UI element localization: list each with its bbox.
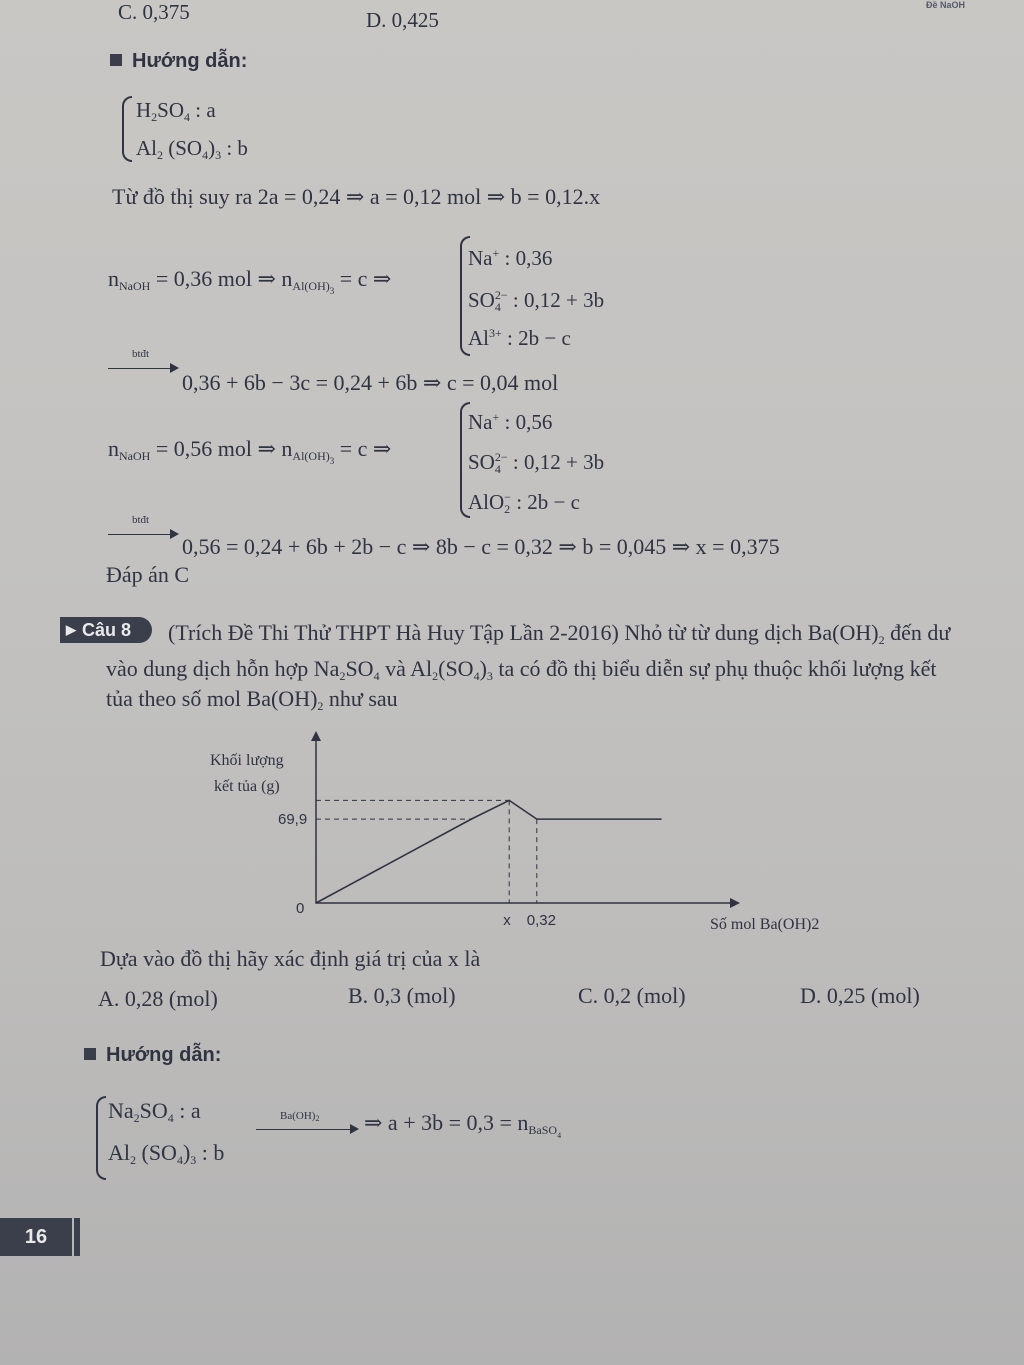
x-tick-x: x: [503, 912, 511, 929]
question-line-1: (Trích Đề Thi Thử THPT Hà Huy Tập Lần 2-2016) Nhỏ từ từ dung dịch $Ba(OH)_2$ đến dư: [168, 620, 951, 647]
btdt-label: btđt: [132, 348, 150, 360]
arrow-right-icon: [170, 529, 179, 539]
question-line-2: vào dung dịch hỗn hợp $Na_2SO_4$ và $Al_2(SO_4)_3$ ta có đồ thị biểu diễn sự phụ thuộc khối lượng kết: [106, 656, 937, 683]
result-equation: ⇒ $a + 3b = 0,3 = n_{BaSO_4}$: [364, 1110, 562, 1140]
system-al2so43-b: $Al_2$ $(SO_4)_3$ : b: [108, 1140, 225, 1167]
option-d[interactable]: D. 0,25 (mol): [800, 983, 920, 1008]
naoh-056-line: $n_{NaOH} = 0,56$ mol ⇒ $n_{Al(OH)_3} = c$ ⇒: [108, 436, 392, 466]
section-heading: [110, 50, 247, 73]
question-line-3: tủa theo số mol $Ba(OH)_2$ như sau: [106, 686, 398, 713]
x-tick-032: 0,32: [526, 912, 557, 929]
answer-text: Đáp án C: [106, 562, 190, 587]
system-h2so4: $H_2SO_4$ : a: [136, 98, 216, 124]
reagent-label: $Ba(OH)_2$: [280, 1110, 320, 1123]
heading-text: Hướng dẫn:: [106, 1044, 222, 1066]
equation-x: 0,56 = 0,24 + 6b + 2b − c ⇒ 8b − c = 0,32 ⇒ b = 0,045 ⇒ x = 0,375: [182, 534, 780, 559]
option-a[interactable]: A. 0,28 (mol): [98, 986, 218, 1011]
equation-c: 0,36 + 6b − 3c = 0,24 + 6b ⇒ c = 0,04 mol: [182, 370, 559, 395]
series-point: [315, 902, 317, 904]
ion-alo2-056: AlO$_2$− : 2b − c: [468, 490, 580, 516]
page-number-bar: [74, 1218, 80, 1256]
arrow-line: [108, 368, 172, 369]
naoh-036-line: $n_{NaOH} = 0,36$ mol ⇒ $n_{Al(OH)_3} = c$ ⇒: [108, 266, 392, 296]
option-c[interactable]: C. 0,2 (mol): [578, 983, 686, 1008]
y-tick-69-9: 69,9: [278, 811, 308, 829]
arrow-line: [256, 1129, 352, 1130]
x-axis-label: Số mol Ba(OH)2: [710, 916, 820, 933]
arrow-right-icon: [350, 1124, 359, 1134]
question-badge-label: Câu 8: [82, 619, 132, 640]
option-b[interactable]: B. 0,3 (mol): [348, 983, 456, 1008]
option-c-prev: C. 0,375: [118, 0, 190, 24]
section-heading-2: [84, 1044, 221, 1067]
ion-so4-056: $SO_4^{2-}$ : 0,12 + 3b: [468, 450, 605, 476]
triangle-right-icon: ▶: [66, 622, 76, 637]
brace-icon: [96, 1096, 106, 1180]
corner-mark: Đề NaOH: [926, 0, 966, 10]
arrow-line: [108, 534, 172, 535]
question-prompt: Dựa vào đồ thị hãy xác định giá trị của x là: [100, 946, 481, 971]
ion-so4-036: $SO_4^{2-}$ : 0,12 + 3b: [468, 288, 605, 314]
series-point: [660, 818, 662, 820]
ion-al-036: $Al^{3+}$ : 2b − c: [468, 326, 571, 350]
heading-text: Hướng dẫn:: [132, 50, 248, 72]
heading-square-icon: [110, 54, 122, 66]
x-axis-arrow-icon: [730, 898, 740, 908]
y-axis-label-2: kết tủa (g): [214, 778, 280, 795]
ion-na-056: Na+ : 0,56: [468, 410, 553, 434]
system-al2so43: $Al_2$ $(SO_4)_3$ : b: [136, 136, 248, 162]
option-d-prev: D. 0,425: [366, 8, 439, 32]
y-axis-arrow-icon: [311, 731, 321, 741]
question-badge: [60, 617, 152, 643]
ion-na-036: Na+ : 0,36: [468, 246, 553, 270]
y-axis-label-1: Khối lượng: [210, 752, 284, 769]
graph-deduction: Từ đồ thị suy ra 2a = 0,24 ⇒ a = 0,12 mol ⇒ b = 0,12.x: [112, 184, 601, 209]
system-na2so4: $Na_2SO_4$ : a: [108, 1098, 201, 1125]
arrow-right-icon: [170, 363, 179, 373]
series-line: [316, 800, 661, 903]
heading-square-icon: [84, 1048, 96, 1060]
precipitate-chart: [200, 725, 860, 945]
brace-icon: [122, 96, 132, 162]
btdt-label: btđt: [132, 514, 150, 526]
y-tick-origin: 0: [296, 900, 305, 917]
page-number: 16: [0, 1218, 72, 1256]
